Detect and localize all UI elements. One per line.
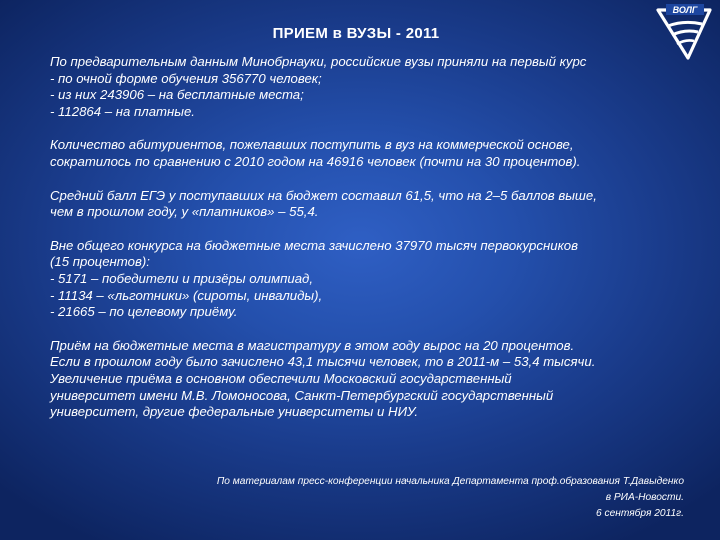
paragraph-line: - 11134 – «льготники» (сироты, инвалиды), [50, 287, 323, 303]
footnote-line: 6 сентября 2011г. [596, 508, 684, 519]
paragraph-line: - 21665 – по целевому приёму. [50, 304, 238, 320]
paragraph-line: - 112864 – на платные. [50, 103, 195, 119]
footnote-line: По материалам пресс-конференции начальника Департамента проф.образования Т.Давыденко [216, 476, 684, 487]
paragraph-ege-score [50, 188, 700, 221]
paragraph-line: - из них 243906 – на бесплатные места; [50, 87, 304, 103]
paragraph-line: Увеличение приёма в основном обеспечили Московский государственный [50, 370, 512, 386]
footnote-line: в РИА-Новости. [605, 492, 684, 503]
logo-text: ВОЛГ [672, 5, 698, 15]
paragraph-line: - по очной форме обучения 356770 человек; [50, 70, 322, 86]
paragraph-line: - 5171 – победители и призёры олимпиад, [50, 270, 314, 286]
paragraph-out-of-competition [50, 238, 700, 321]
paragraph-line: Приём на бюджетные места в магистратуру в этом году вырос на 20 процентов. [50, 337, 575, 353]
paragraph-line: Вне общего конкурса на бюджетные места зачислено 37970 тысяч первокурсников [50, 237, 579, 253]
paragraph-commercial-applicants [50, 137, 700, 170]
paragraph-first-year-admission [50, 54, 700, 120]
paragraph-line: (15 процентов): [50, 254, 150, 270]
paragraph-line: чем в прошлом году, у «платников» – 55,4. [50, 204, 319, 220]
paragraph-line: сократилось по сравнению с 2010 годом на 46916 человек (почти на 30 процентов). [50, 153, 581, 169]
paragraph-line: университет имени М.В. Ломоносова, Санкт-Петербургский государственный [50, 387, 554, 403]
paragraph-line: Средний балл ЕГЭ у поступавших на бюджет составил 61,5, что на 2–5 баллов выше, [50, 187, 597, 203]
paragraph-line: университет, другие федеральные университеты и НИУ. [50, 404, 419, 420]
paragraph-masters-admission [50, 338, 700, 421]
slide-content [50, 54, 700, 438]
paragraph-line: Количество абитуриентов, пожелавших поступить в вуз на коммерческой основе, [50, 137, 574, 153]
paragraph-line: По предварительным данным Минобрнауки, российские вузы приняли на первый курс [50, 54, 587, 69]
source-footnote [217, 474, 684, 522]
slide-title: ПРИЕМ в ВУЗЫ - 2011 [272, 25, 440, 42]
paragraph-line: Если в прошлом году было зачислено 43,1 тысячи человек, то в 2011-м – 53,4 тысячи. [50, 354, 596, 370]
